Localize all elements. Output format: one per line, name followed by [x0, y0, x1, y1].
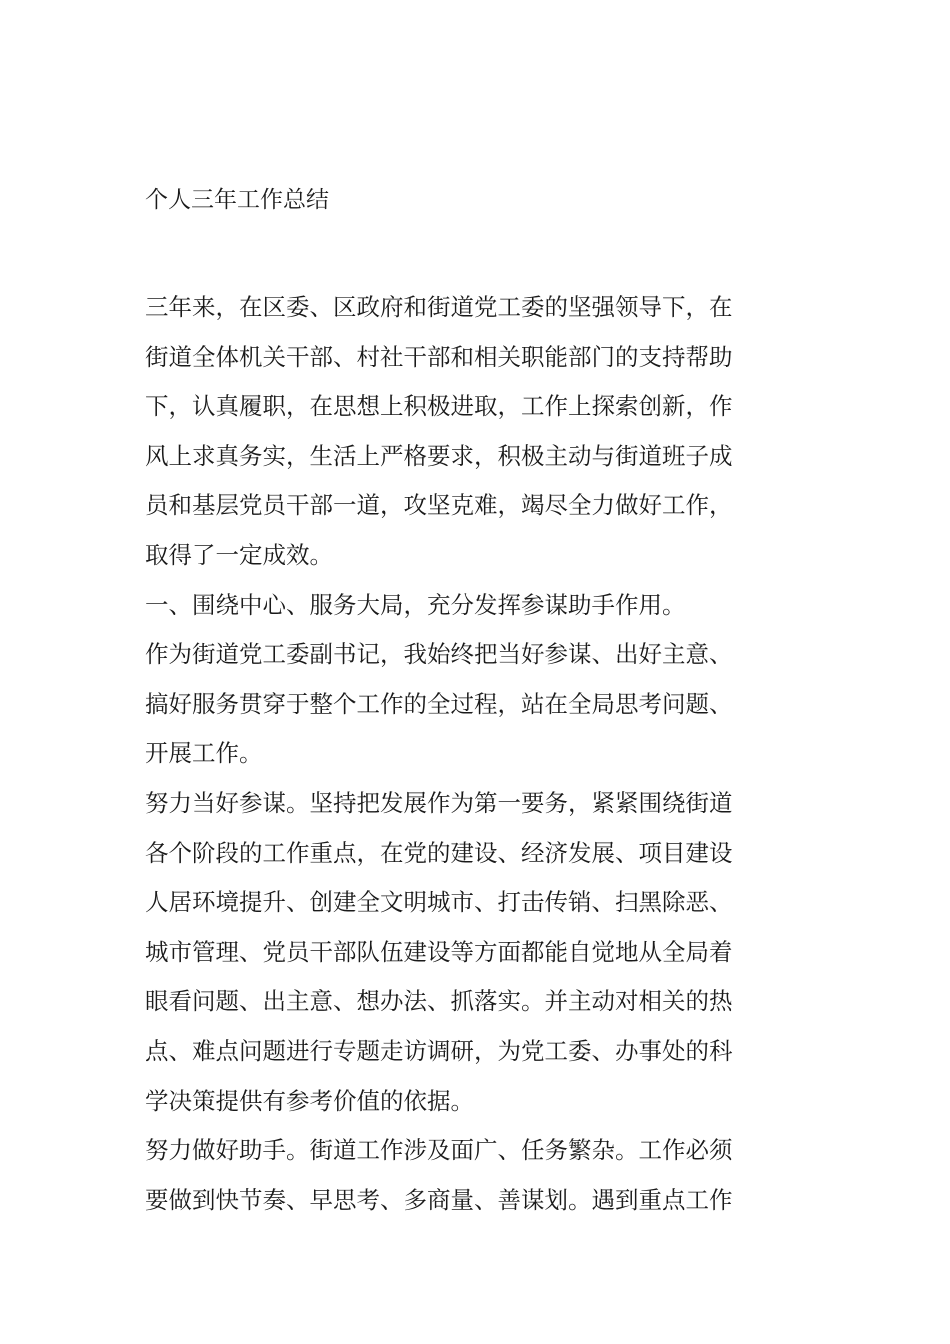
section-heading: 一、围绕中心、服务大局，充分发挥参谋助手作用。	[145, 590, 686, 619]
text-line: 员和基层党员干部一道，攻坚克难，竭尽全力做好工作，	[145, 491, 733, 520]
text-line: 眼看问题、出主意、想办法、抓落实。并主动对相关的热	[145, 987, 733, 1016]
text-line: 人居环境提升、创建全文明城市、打击传销、扫黑除恶、	[145, 888, 733, 917]
text-line: 取得了一定成效。	[145, 540, 333, 569]
text-line: 搞好服务贯穿于整个工作的全过程，站在全局思考问题、	[145, 689, 733, 718]
text-line: 作为街道党工委副书记，我始终把当好参谋、出好主意、	[145, 640, 733, 669]
text-line: 风上求真务实，生活上严格要求，积极主动与街道班子成	[145, 441, 733, 470]
document-title: 个人三年工作总结	[145, 187, 329, 213]
text-line: 学决策提供有参考价值的依据。	[145, 1086, 474, 1115]
text-line: 努力做好助手。街道工作涉及面广、任务繁杂。工作必须	[145, 1136, 733, 1165]
text-line: 点、难点问题进行专题走访调研，为党工委、办事处的科	[145, 1036, 733, 1065]
text-line: 要做到快节奏、早思考、多商量、善谋划。遇到重点工作	[145, 1185, 733, 1214]
text-line: 下，认真履职，在思想上积极进取，工作上探索创新，作	[145, 392, 733, 421]
text-line: 努力当好参谋。坚持把发展作为第一要务，紧紧围绕街道	[145, 788, 733, 817]
text-line: 三年来，在区委、区政府和街道党工委的坚强领导下，在	[145, 293, 733, 321]
text-line: 城市管理、党员干部队伍建设等方面都能自觉地从全局着	[145, 937, 733, 966]
text-line: 各个阶段的工作重点，在党的建设、经济发展、项目建设	[145, 838, 733, 867]
text-line: 街道全体机关干部、村社干部和相关职能部门的支持帮助	[145, 342, 733, 371]
text-line: 开展工作。	[145, 739, 263, 768]
document-body	[145, 283, 815, 1225]
